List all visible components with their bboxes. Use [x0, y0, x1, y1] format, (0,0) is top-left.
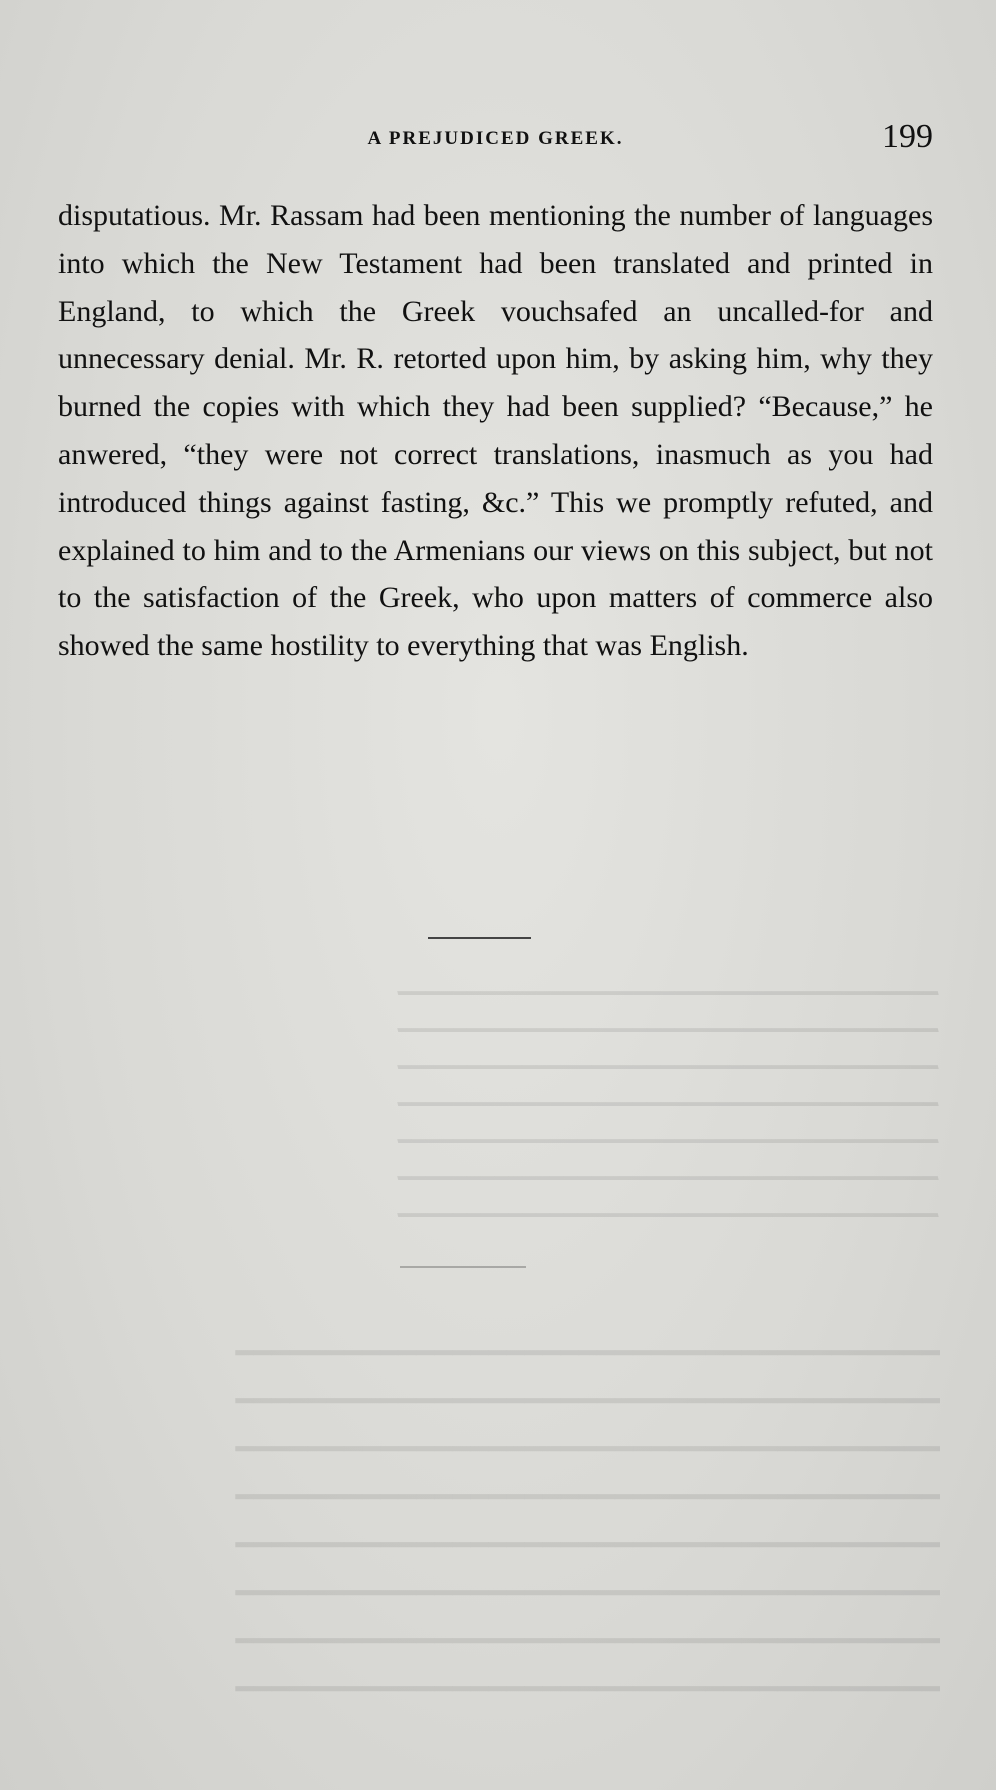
paragraph: disputatious. Mr. Rassam had been mentioning the number of languages into which the New Testament had been translated and printed in England, to which the Greek vouchsafed an uncalled-for and unnecessary denial. Mr. R. retorted upon him, by asking him, why they burned the copies with which they had been supplied? “Because,” he anwered, “they were not correct translations, inasmuch as you had introduced things against fasting, &c.” This we promptly refuted, and explained to him and to the Armenians our views on this subject, but not to the satisfaction of the Greek, who upon matters of commerce also showed the same hostility to everything that was English. — [58, 199, 933, 663]
running-header — [58, 118, 933, 158]
running-title: A PREJUDICED GREEK. — [367, 128, 624, 149]
show-through-summary: ━━━━━━━━━━━━━━━━━━━━━━━━━━━━━━━━━━━━━━━ ━━━━━━━━━━━━━━━━━━━━━━━━━━━━━━━━━━━━━━━ ━━━━━━━━━━━━━━━━━━━━━━━━━━━━━━━━━━━━━━━ ━━━━━━━━━━━━━━━━━━━━━━━━━━━━━━━━━━━━━━━ ━━━━━━━━━━━━━━━━━━━━━━━━━━━━━━━━━━━━━━━ ━━━━━━━━━━━━━━━━━━━━━━━━━━━━━━━━━━━━━━━ ━━━━━━━━━━━━━━━━━━━━━━━━━━━━━━━━━━━━━━━ — [399, 981, 940, 1228]
main-text — [58, 192, 933, 670]
show-through-body: ━━━━━━━━━━━━━━━━━━━━━━━━━━━━━━━━━━━━━━━ ━━━━━━━━━━━━━━━━━━━━━━━━━━━━━━━━━━━━━━━ ━━━━━━━━━━━━━━━━━━━━━━━━━━━━━━━━━━━━━━━ ━━━━━━━━━━━━━━━━━━━━━━━━━━━━━━━━━━━━━━━ ━━━━━━━━━━━━━━━━━━━━━━━━━━━━━━━━━━━━━━━ ━━━━━━━━━━━━━━━━━━━━━━━━━━━━━━━━━━━━━━━ ━━━━━━━━━━━━━━━━━━━━━━━━━━━━━━━━━━━━━━━ ━━━━━━━━━━━━━━━━━━━━━━━━━━━━━━━━━━━━━━━ — [235, 1337, 940, 1706]
section-divider — [428, 937, 531, 939]
page-number: 199 — [882, 118, 933, 155]
show-through-divider — [400, 1266, 526, 1268]
